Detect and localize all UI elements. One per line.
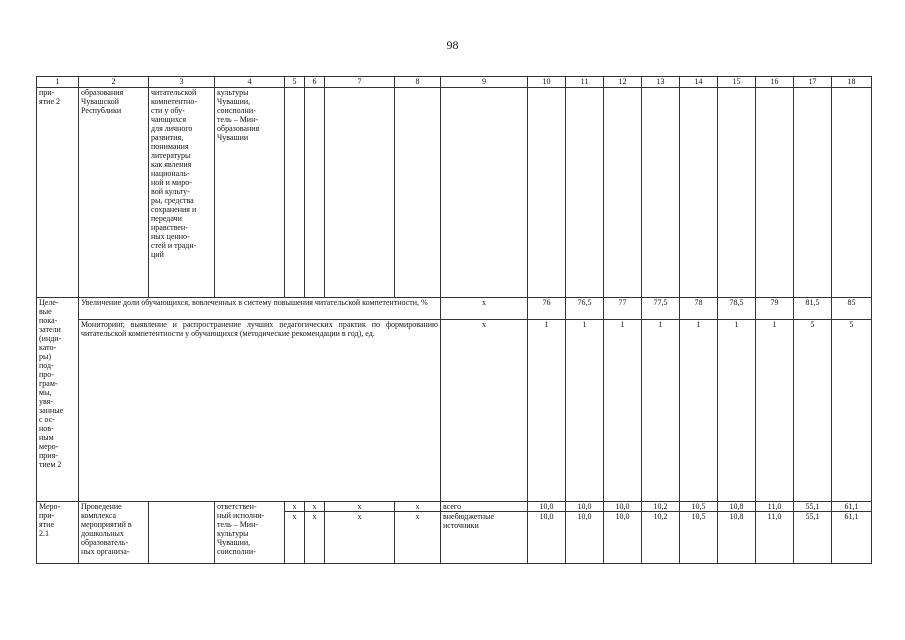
col-header: 4 — [215, 77, 285, 88]
cell-empty — [642, 88, 680, 298]
table-row — [37, 320, 872, 502]
cell-empty — [441, 88, 528, 298]
cell-value: х — [325, 512, 395, 564]
cell-value: 5 — [832, 320, 872, 502]
cell-value: 1 — [756, 320, 794, 502]
col-header: 11 — [566, 77, 604, 88]
cell-funding-source: всего — [441, 502, 528, 512]
col-header: 12 — [604, 77, 642, 88]
cell-value: 10,0 — [604, 512, 642, 564]
cell-empty — [604, 88, 642, 298]
cell-value: 10,5 — [680, 512, 718, 564]
cell-empty — [325, 88, 395, 298]
cell-value: 61,1 — [832, 502, 872, 512]
cell-value: 78,5 — [718, 298, 756, 320]
cell-value: х — [305, 512, 325, 564]
cell-empty — [680, 88, 718, 298]
cell-executor: культуры Чувашии, соисполни- тель – Мин- образования Чувашии — [215, 88, 285, 298]
program-table — [36, 76, 872, 564]
header-row — [37, 77, 872, 88]
page-number: 98 — [446, 38, 459, 52]
col-header: 8 — [395, 77, 441, 88]
cell-empty — [305, 88, 325, 298]
cell-value: х — [285, 502, 305, 512]
cell-empty — [149, 502, 215, 564]
cell-value: 77,5 — [642, 298, 680, 320]
col-header: 10 — [528, 77, 566, 88]
cell-value: 10,0 — [566, 502, 604, 512]
cell-indicator-text: Мониторинг, выявление и распространение лучших педагогических практик по формированию читательской компетентности у обучающихся (методические рекомендации в год), ед. — [79, 320, 441, 502]
cell-goal: читательской компетентно- сти у обу- чающихся для личного развития, понимания литературы как явления националь- ной и миро- вой культу- ры, средства сохранения и передачи нравствен- ных ценно- стей и тради- ций — [149, 88, 215, 298]
cell-event-label: при- ятие 2 — [37, 88, 79, 298]
col-header: 7 — [325, 77, 395, 88]
cell-value: 10,0 — [528, 512, 566, 564]
cell-empty — [285, 88, 305, 298]
cell-value: х — [325, 502, 395, 512]
col-header: 16 — [756, 77, 794, 88]
cell-targets-label: Целе- вые пока- затели (инди- като- ры) под- про- грам- мы, увя- занные с ос- нов- ным меро- прия- тием 2 — [37, 298, 79, 502]
table-row — [37, 502, 872, 512]
col-header: 3 — [149, 77, 215, 88]
cell-empty — [832, 88, 872, 298]
cell-value: х — [441, 298, 528, 320]
cell-value: 10,0 — [528, 502, 566, 512]
cell-value: 1 — [528, 320, 566, 502]
col-header: 17 — [794, 77, 832, 88]
cell-organization: образования Чувашской Республики — [79, 88, 149, 298]
cell-empty — [794, 88, 832, 298]
cell-value: 10,2 — [642, 502, 680, 512]
cell-value: х — [305, 502, 325, 512]
col-header: 15 — [718, 77, 756, 88]
table-row — [37, 298, 872, 320]
col-header: 18 — [832, 77, 872, 88]
cell-value: 11,0 — [756, 512, 794, 564]
cell-value: 1 — [642, 320, 680, 502]
table-row — [37, 88, 872, 298]
cell-value: 10,5 — [680, 502, 718, 512]
cell-value: 1 — [566, 320, 604, 502]
cell-value: 1 — [680, 320, 718, 502]
col-header: 9 — [441, 77, 528, 88]
cell-value: 10,0 — [604, 502, 642, 512]
cell-value: 5 — [794, 320, 832, 502]
cell-value: 1 — [718, 320, 756, 502]
cell-value: 10,8 — [718, 512, 756, 564]
cell-empty — [395, 88, 441, 298]
cell-value: 10,8 — [718, 502, 756, 512]
col-header: 2 — [79, 77, 149, 88]
cell-value: 55,1 — [794, 512, 832, 564]
cell-value: х — [395, 512, 441, 564]
cell-value: х — [441, 320, 528, 502]
cell-value: 10,0 — [566, 512, 604, 564]
cell-value: 1 — [604, 320, 642, 502]
col-header: 1 — [37, 77, 79, 88]
cell-value: 76 — [528, 298, 566, 320]
cell-value: 10,2 — [642, 512, 680, 564]
cell-value: 81,5 — [794, 298, 832, 320]
cell-value: х — [395, 502, 441, 512]
cell-empty — [756, 88, 794, 298]
cell-value: 55,1 — [794, 502, 832, 512]
cell-empty — [718, 88, 756, 298]
col-header: 14 — [680, 77, 718, 88]
cell-value: 76,5 — [566, 298, 604, 320]
cell-indicator-text: Увеличение доли обучающихся, вовлеченных в систему повышения читательской компетентности, % — [79, 298, 441, 320]
cell-event-description: Проведение комплекса мероприятий в дошкольных образователь- ных организа- — [79, 502, 149, 564]
cell-empty — [528, 88, 566, 298]
cell-value: 77 — [604, 298, 642, 320]
cell-value: 61,1 — [832, 512, 872, 564]
cell-executor: ответствен- ный исполни- тель – Мин- культуры Чувашии, соисполни- — [215, 502, 285, 564]
cell-value: х — [285, 512, 305, 564]
cell-value: 85 — [832, 298, 872, 320]
col-header: 5 — [285, 77, 305, 88]
cell-value: 11,0 — [756, 502, 794, 512]
col-header: 13 — [642, 77, 680, 88]
cell-value: 78 — [680, 298, 718, 320]
col-header: 6 — [305, 77, 325, 88]
cell-empty — [566, 88, 604, 298]
cell-funding-source: внебюджетные источники — [441, 512, 528, 564]
cell-value: 79 — [756, 298, 794, 320]
cell-event-label: Меро- при- ятие 2.1 — [37, 502, 79, 564]
